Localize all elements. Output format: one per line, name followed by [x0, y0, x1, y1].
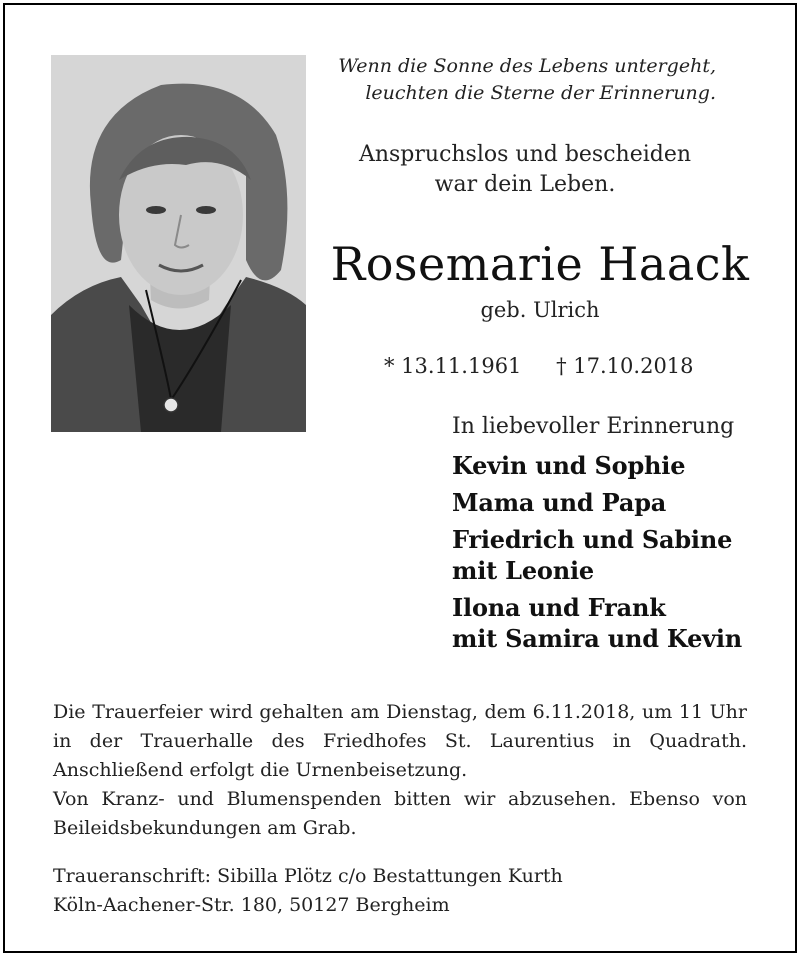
remembrance-intro: In liebevoller Erinnerung [452, 414, 735, 439]
mourners-list [452, 450, 742, 660]
life-dates [384, 354, 694, 378]
birth-name: geb. Ulrich [480, 298, 600, 322]
mourner-entry [452, 487, 742, 518]
epigraph-quote [330, 53, 716, 107]
mourning-address [53, 862, 563, 920]
address-line-1: Traueranschrift: Sibilla Plötz c/o Bestattungen Kurth [53, 865, 563, 887]
birth-date: * 13.11.1961 [384, 354, 522, 378]
motto-line-1: Anspruchslos und bescheiden [358, 142, 692, 167]
quote-line-2: leuchten die Sterne der Erinnerung. [365, 82, 716, 104]
mourner-subline: mit Leonie [452, 556, 594, 585]
service-line-3: Anschließend erfolgt die Urnenbeisetzung. [53, 759, 468, 781]
service-notice [53, 698, 747, 843]
quote-line-1: Wenn die Sonne des Lebens untergeht, [338, 55, 716, 77]
service-line-1: Die Trauerfeier wird gehalten am Dienstag, dem 6.11.2018, um 11 Uhr [53, 701, 747, 723]
death-date: † 17.10.2018 [556, 354, 694, 378]
deceased-name: Rosemarie Haack [330, 237, 750, 291]
motto-line-2: war dein Leben. [434, 172, 616, 197]
mourner-line: Friedrich und Sabine [452, 525, 733, 554]
motto [330, 140, 720, 200]
service-line-2: in der Trauerhalle des Friedhofes St. Laurentius in Quadrath. [53, 730, 747, 752]
mourner-entry [452, 524, 742, 586]
service-line-5: Beileidsbekundungen am Grab. [53, 817, 357, 839]
mourner-subline: mit Samira und Kevin [452, 624, 743, 653]
mourner-entry [452, 592, 742, 654]
address-line-2: Köln-Aachener-Str. 180, 50127 Bergheim [53, 894, 450, 916]
mourner-line: Mama und Papa [452, 488, 667, 517]
portrait-photo [51, 55, 306, 432]
mourner-line: Ilona und Frank [452, 593, 666, 622]
mourner-entry [452, 450, 742, 481]
mourner-line: Kevin und Sophie [452, 451, 686, 480]
portrait-illustration [51, 55, 306, 432]
service-line-4: Von Kranz- und Blumenspenden bitten wir abzusehen. Ebenso von [53, 788, 747, 810]
